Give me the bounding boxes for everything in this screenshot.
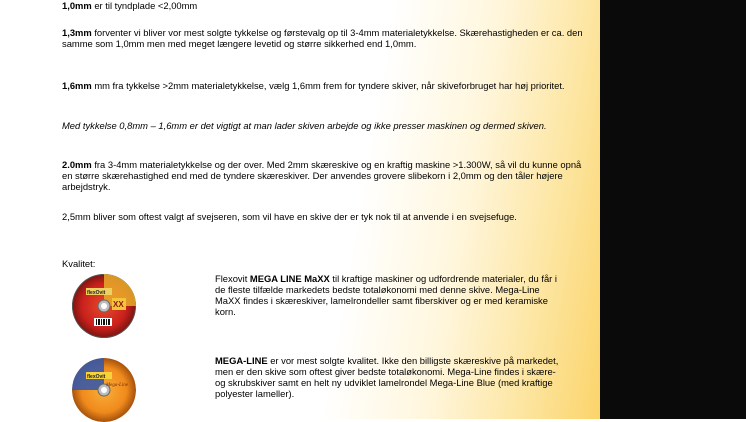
product-desc: til kraftige maskiner og udfordrende materialer, du får i de fleste tilfælde markedets bedste totaløkonomi med denne skive. Mega-Line MaXX findes i skæreskiver, lamelrondeller samt fiberskiver og er med keramiske korn. — [215, 273, 557, 317]
product-name: MEGA LINE MaXX — [249, 273, 330, 284]
product-lead: Flexovit — [215, 273, 250, 284]
paragraph-text: mm fra tykkelse >2mm materialetykkelse, vælg 1,6mm frem for tyndere skiver, når skiveforbruget har høj prioritet. — [91, 80, 565, 91]
thickness-label: 1,6mm — [62, 80, 92, 91]
product-name: MEGA-LINE — [215, 355, 268, 366]
paragraph-1-6mm — [62, 80, 587, 91]
thickness-label: 2.0mm — [62, 159, 92, 170]
paragraph-2-5mm: 2,5mm bliver som oftest valgt af svejseren, som vil have en skive der er tyk nok til at anvende i en svejsefuge. — [62, 211, 517, 222]
disc-brand-text: flexOvit — [87, 290, 106, 296]
paragraph-note: Med tykkelse 0,8mm – 1,6mm er det vigtigt at man lader skiven arbejde og ikke presser maskinen og dermed skiven. — [62, 120, 547, 131]
mega-line-disc-image — [72, 358, 136, 422]
thickness-label: 1,3mm — [62, 27, 92, 38]
paragraph-1-3mm — [62, 27, 587, 49]
paragraph-text: er til tyndplade <2,00mm — [91, 0, 198, 11]
maxx-disc-image — [72, 274, 136, 338]
paragraph-text: forventer vi bliver vor mest solgte tykkelse og førstevalg op til 3-4mm materialetykkelse. Skærehastigheden er ca. den samme som 1,0mm men med meget længere levetid og større sikkerhed end 1,0mm. — [62, 27, 583, 49]
product-description — [215, 273, 565, 317]
product-desc: er vor mest solgte kvalitet. Ikke den billigste skæreskive på markedet, men er den skive som oftest giver bedste totaløkonomi. Mega-Line findes i skære- og skrubskiver samt en helt ny udviklet lamelrondel Mega-Line Blue (med kraftige polyester lameller). — [215, 355, 559, 399]
paragraph-2-0mm — [62, 159, 587, 192]
quality-heading: Kvalitet: — [62, 258, 96, 269]
paragraph-text: fra 3-4mm materialetykkelse og der over. Med 2mm skæreskive og en kraftig maskine >1.300W, så vil du kunne opnå en større skærehastighed end med de tyndere skæreskiver. Der anvendes grovere slibekorn i 2,0mm og den tåler højere arbejdstryk. — [62, 159, 582, 192]
paragraph-1-0mm — [62, 0, 587, 11]
disc-brand-text: flexOvit — [87, 374, 106, 380]
disc-tag-text: Mega-Line — [106, 383, 128, 388]
product-description — [215, 355, 565, 399]
disc-tag-text: XX — [113, 300, 124, 309]
dark-side-panel — [600, 0, 746, 419]
thickness-label: 1,0mm — [62, 0, 92, 11]
